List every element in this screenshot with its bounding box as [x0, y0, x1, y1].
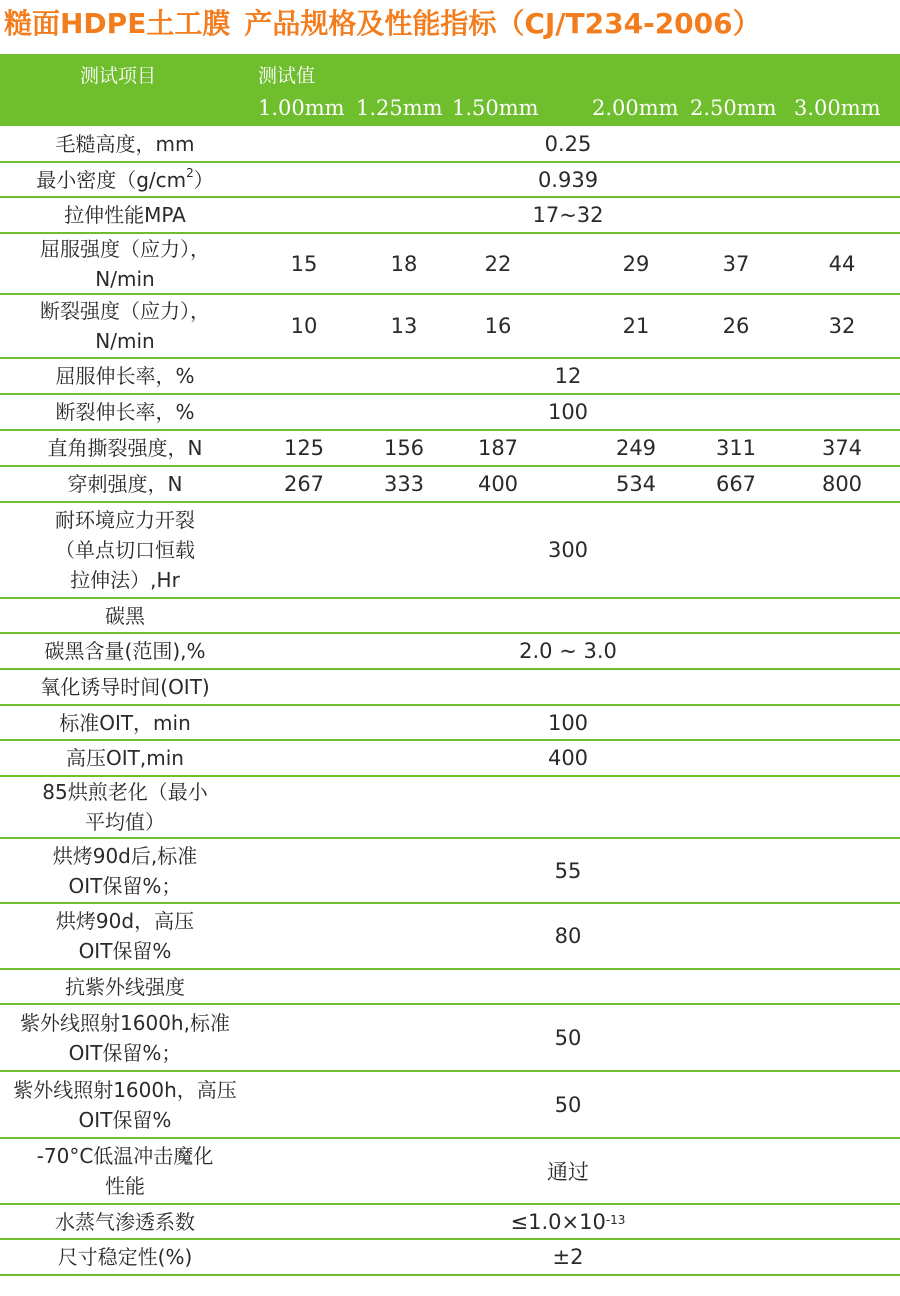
row-label	[0, 970, 250, 1003]
cell-value-2.00mm: 21	[622, 314, 650, 338]
table-row	[0, 198, 900, 234]
cell-value-1.00mm: 10	[290, 314, 318, 338]
row-label	[0, 198, 250, 232]
table-row	[0, 1139, 900, 1205]
row-label	[0, 295, 250, 357]
row-label	[0, 126, 250, 161]
cell-value-2.50mm: 311	[715, 436, 757, 460]
row-label	[0, 634, 250, 668]
table-row	[0, 706, 900, 741]
table-row	[0, 777, 900, 839]
thickness-header-row	[0, 92, 900, 126]
row-label	[0, 1240, 250, 1274]
cell-value-1.00mm: 125	[283, 436, 325, 460]
cell-value-1.25mm: 13	[390, 314, 418, 338]
row-label-line: 85烘煎老化（最小	[42, 780, 208, 804]
row-label-line: 紫外线照射1600h，高压	[13, 1077, 237, 1102]
row-label	[0, 1072, 250, 1137]
row-label-line: 烘烤90d后,标准	[52, 843, 198, 868]
row-label-text: 碳黑含量(范围),%	[44, 639, 206, 663]
cell-value-merged: 50	[554, 1025, 582, 1050]
row-label-text: 屈服伸长率，%	[55, 364, 195, 388]
title-subtitle: 产品规格及性能指标（CJ/T234-2006）	[244, 7, 761, 40]
header-test-item: 测试项目	[80, 65, 157, 87]
row-label	[0, 1205, 250, 1238]
row-label-text: 碳黑	[105, 603, 145, 628]
row-label-text: 抗紫外线强度	[65, 974, 185, 999]
title-product: 糙面HDPE土工膜	[4, 7, 231, 40]
row-label-line: 断裂强度（应力），	[40, 299, 210, 323]
row-label-text: 穿刺强度，N	[67, 472, 183, 496]
cell-value-merged: 55	[554, 858, 582, 883]
cell-value-merged: 50	[554, 1092, 582, 1117]
thickness-header: 1.50mm	[452, 96, 539, 120]
cell-value-3.00mm: 800	[821, 472, 863, 496]
table-row	[0, 634, 900, 670]
table-row	[0, 670, 900, 706]
cell-value-3.00mm: 32	[828, 314, 856, 338]
row-label	[0, 503, 250, 597]
row-label-text: 毛糙高度，mm	[55, 131, 195, 156]
cell-value-2.00mm: 29	[622, 251, 650, 276]
cell-value-merged: ±2	[552, 1245, 584, 1269]
cell-value-3.00mm: 44	[828, 251, 856, 276]
row-label-line: N/min	[95, 266, 155, 291]
row-label	[0, 1139, 250, 1203]
row-label-text: 最小密度$(g/cm^2)$	[36, 165, 214, 192]
table-row	[0, 839, 900, 904]
cell-value-merged: 0.939	[537, 167, 599, 192]
table-row	[0, 359, 900, 395]
row-label-line: 耐环境应力开裂	[55, 508, 195, 532]
table-row	[0, 741, 900, 777]
table-row	[0, 395, 900, 431]
table-header-row	[0, 54, 900, 92]
row-label	[0, 395, 250, 429]
table-row	[0, 599, 900, 634]
cell-value-1.50mm: 22	[484, 251, 512, 276]
table-row	[0, 234, 900, 295]
cell-value-2.50mm: 37	[722, 251, 750, 276]
row-label-line: 屈服强度（应力），	[40, 236, 210, 261]
cell-value-1.25mm: 156	[383, 436, 425, 460]
cell-value-merged: 12	[554, 364, 582, 388]
table-row	[0, 1240, 900, 1276]
table-row	[0, 126, 900, 163]
cell-value-1.00mm: 15	[290, 251, 318, 276]
cell-value-merged: 通过	[547, 1160, 589, 1184]
page-title	[4, 2, 896, 50]
row-label-line: OIT保留%；	[68, 1040, 182, 1065]
cell-value-1.00mm: 267	[283, 472, 325, 496]
table-row	[0, 295, 900, 359]
cell-value-2.00mm: 249	[615, 436, 657, 460]
row-label-line: -70°C低温冲击魔化	[36, 1144, 214, 1168]
cell-value-merged: 100	[547, 400, 589, 424]
cell-value-merged: 300	[547, 538, 589, 562]
thickness-header: 3.00mm	[794, 96, 881, 120]
row-label-line: N/min	[95, 329, 155, 353]
cell-value-1.50mm: 400	[477, 472, 519, 496]
row-label-line: OIT保留%	[78, 939, 172, 963]
row-label-line: 平均值）	[84, 810, 165, 834]
cell-value-2.50mm: 26	[722, 314, 750, 338]
row-label	[0, 777, 250, 837]
table-row	[0, 431, 900, 467]
cell-value-merged: 2.0 ~ 3.0	[519, 639, 617, 663]
row-label	[0, 670, 250, 704]
cell-value-2.00mm: 534	[615, 472, 657, 496]
row-label	[0, 467, 250, 501]
cell-value-3.00mm: 374	[821, 436, 863, 460]
row-label	[0, 234, 250, 293]
row-label	[0, 1005, 250, 1070]
cell-value-merged: 17~32	[532, 203, 604, 227]
table-row	[0, 467, 900, 503]
row-label-text: 水蒸气渗透系数	[55, 1209, 195, 1234]
table-row	[0, 970, 900, 1005]
table-row	[0, 1205, 900, 1240]
cell-value-merged: 80	[554, 924, 582, 948]
row-label-line: 性能	[104, 1174, 145, 1198]
cell-value-1.25mm: 18	[390, 251, 418, 276]
row-label	[0, 359, 250, 393]
row-label-line: 拉伸法）,Hr	[70, 568, 180, 592]
spec-table-body	[0, 126, 900, 1276]
thickness-header: 2.50mm	[690, 96, 777, 120]
row-label-line: OIT保留%	[78, 1107, 172, 1132]
row-label	[0, 839, 250, 902]
row-label-text: 标准OIT，min	[59, 710, 191, 735]
row-label-text: 尺寸稳定性(%)	[57, 1245, 193, 1269]
row-label	[0, 706, 250, 739]
table-row	[0, 904, 900, 970]
thickness-header: 2.00mm	[592, 96, 679, 120]
row-label-line: （单点切口恒载	[55, 538, 195, 562]
thickness-header: 1.25mm	[356, 96, 443, 120]
table-row	[0, 1072, 900, 1139]
cell-value-merged: 100	[547, 710, 589, 735]
thickness-header: 1.00mm	[258, 96, 345, 120]
row-label	[0, 163, 250, 196]
cell-value-1.25mm: 333	[383, 472, 425, 496]
row-label	[0, 741, 250, 775]
row-label-text: 氧化诱导时间(OIT)	[40, 675, 210, 699]
row-label-line: OIT保留%；	[68, 873, 182, 898]
row-label-text: 高压OIT,min	[66, 746, 184, 770]
row-label-line: 紫外线照射1600h,标准	[20, 1010, 230, 1035]
cell-value-merged: 0.25	[544, 131, 592, 156]
row-label-text: 直角撕裂强度，N	[47, 436, 203, 460]
cell-value-2.50mm: 667	[715, 472, 757, 496]
table-row	[0, 503, 900, 599]
row-label	[0, 431, 250, 465]
row-label-text: 拉伸性能MPA	[64, 203, 186, 227]
row-label	[0, 904, 250, 968]
cell-value-merged: 400	[547, 746, 589, 770]
cell-value-merged: ≤1.0×10 $^{-13}$	[510, 1209, 626, 1234]
table-row	[0, 163, 900, 198]
row-label-text: 断裂伸长率，%	[55, 400, 195, 424]
cell-value-1.50mm: 187	[477, 436, 519, 460]
table-row	[0, 1005, 900, 1072]
row-label	[0, 599, 250, 632]
row-label-line: 烘烤90d，高压	[55, 909, 195, 933]
header-test-value: 测试值	[258, 65, 316, 87]
cell-value-1.50mm: 16	[484, 314, 512, 338]
